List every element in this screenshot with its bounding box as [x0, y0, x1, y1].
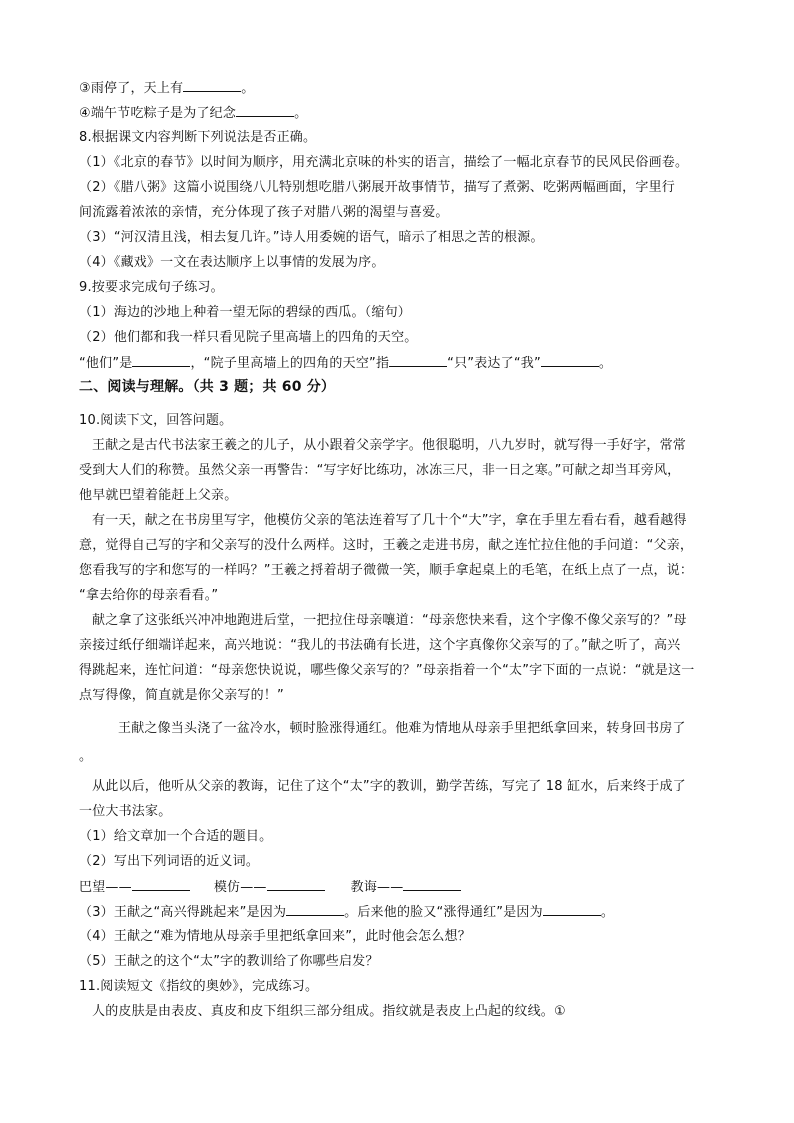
item-text: ④端午节吃粽子是为了纪念 — [79, 106, 237, 121]
passage-line: 受到大人们的称赞。虽然父亲一再警告：“写字好比练功，冰冻三尺，非一日之寒。”可献之却当耳旁风， — [79, 463, 681, 478]
answer-blank[interactable] — [389, 354, 447, 367]
passage-line: 点写得像，简直就是你父亲写的！” — [79, 688, 284, 703]
fill-text: “他们”是 — [79, 356, 133, 371]
word-label: 巴望—— — [79, 880, 132, 895]
item-text: （3）王献之“高兴得跳起来”是因为 — [79, 905, 287, 920]
answer-blank[interactable] — [541, 354, 599, 367]
fill-text: 。 — [598, 356, 613, 371]
word-label: 教诲—— — [350, 880, 404, 895]
passage-line: 得跳起来，连忙问道：“母亲您快说说，哪些像父亲写的？”母亲指着一个“太”字下面的一点说：“就是这一 — [79, 663, 695, 678]
synonym-line — [79, 878, 719, 897]
passage-line: 亲接过纸仔细端详起来，高兴地说：“我儿的书法确有长进，这个字真像你父亲写的了。”献之听了，高兴 — [79, 638, 681, 653]
word-label: 模仿—— — [213, 880, 267, 895]
fill-text: “只”表达了“我” — [447, 356, 541, 371]
item-text: 。 — [600, 905, 615, 920]
item-text: ③雨停了，天上有 — [79, 81, 184, 96]
question-10-item-4: （4）王献之“难为情地从母亲手里把纸拿回来”，此时他会怎么想？ — [79, 929, 471, 944]
passage-line: 人的皮肤是由表皮、真皮和皮下组织三部分组成。指纹就是表皮上凸起的纹线。① — [92, 1004, 566, 1019]
question-10-title: 10.阅读下文，回答问题。 — [79, 413, 233, 428]
item-end: 。 — [294, 106, 308, 121]
passage-line: 意，觉得自己写的字和父亲写的没什么两样。这时，王羲之走进书房，献之连忙拉住他的手问道：“父亲， — [79, 538, 694, 553]
question-7-item-4 — [79, 104, 719, 123]
question-10-item-3 — [79, 903, 719, 922]
passage-line: 他早就巴望着能赶上父亲。 — [79, 488, 238, 503]
question-7-item-3 — [79, 79, 719, 98]
question-10-item-5: （5）王献之的这个“太”字的教训给了你哪些启发？ — [79, 954, 379, 969]
passage-line: 从此以后，他听从父亲的教诲，记住了这个“太”字的教训，勤学苦练，写完了 18 缸水，后来终于成了 — [92, 779, 686, 794]
passage-line: 一位大书法家。 — [79, 804, 172, 819]
answer-blank[interactable] — [286, 903, 344, 916]
answer-blank[interactable] — [403, 878, 461, 891]
answer-blank[interactable] — [543, 903, 601, 916]
passage-line: 您看我写的字和您写的一样吗？”王羲之捋着胡子微微一笑，顺手拿起桌上的毛笔，在纸上点了一点，说： — [79, 563, 694, 578]
item-end: 。 — [241, 81, 255, 96]
item-text: 。后来他的脸又“涨得通红”是因为 — [344, 905, 543, 920]
question-9-title: 9.按要求完成句子练习。 — [79, 280, 224, 295]
answer-blank[interactable] — [183, 79, 241, 92]
question-8-item-1: （1）《北京的春节》以时间为顺序，用充满北京味的朴实的语言，描绘了一幅北京春节的民风民俗画卷。 — [79, 155, 689, 170]
question-9-item-1: （1）海边的沙地上种着一望无际的碧绿的西瓜。（缩句） — [79, 305, 411, 320]
question-10-item-1: （1）给文章加一个合适的题目。 — [79, 829, 273, 844]
passage-line: “拿去给你的母亲看看。” — [79, 588, 219, 603]
question-10-item-2: （2）写出下列词语的近义词。 — [79, 854, 260, 869]
passage-line: 有一天，献之在书房里写字，他模仿父亲的笔法连着写了几十个“大”字，拿在手里左看右看，越看越得 — [92, 513, 687, 528]
passage-line: 献之拿了这张纸兴冲冲地跑进后堂，一把拉住母亲嚷道：“母亲您快来看，这个字像不像父亲写的？”母 — [92, 613, 687, 628]
question-8-item-2-cont: 间流露着浓浓的亲情，充分体现了孩子对腊八粥的渴望与喜爱。 — [79, 205, 449, 220]
question-8-item-3: （3）“河汉清且浅，相去复几许。”诗人用委婉的语气，暗示了相思之苦的根源。 — [79, 230, 544, 245]
passage-line: 王献之像当头浇了一盆冷水，顿时脸涨得通红。他难为情地从母亲手里把纸拿回来，转身回书房了 — [118, 721, 686, 736]
section-2-heading: 二、阅读与理解。（共 3 题；共 60 分） — [79, 379, 336, 395]
answer-blank[interactable] — [267, 878, 325, 891]
answer-blank[interactable] — [132, 354, 190, 367]
answer-blank[interactable] — [236, 104, 294, 117]
question-8-item-2: （2）《腊八粥》这篇小说围绕八儿特别想吃腊八粥展开故事情节，描写了煮粥、吃粥两幅画面，字里行 — [79, 180, 675, 195]
answer-blank[interactable] — [132, 878, 190, 891]
fill-text: ，“院子里高墙上的四角的天空”指 — [190, 356, 390, 371]
passage-line: 王献之是古代书法家王羲之的儿子，从小跟着父亲学字。他很聪明，八九岁时，就写得一手好字，常常 — [92, 438, 687, 453]
question-11-title: 11.阅读短文《指纹的奥妙》，完成练习。 — [79, 979, 319, 994]
question-8-item-4: （4）《藏戏》一文在表达顺序上以事情的发展为序。 — [79, 255, 385, 270]
question-9-fill-line — [79, 354, 719, 373]
passage-line: 。 — [79, 749, 93, 764]
question-8-title: 8.根据课文内容判断下列说法是否正确。 — [79, 130, 317, 145]
question-9-item-2: （2）他们都和我一样只看见院子里高墙上的四角的天空。 — [79, 330, 418, 345]
